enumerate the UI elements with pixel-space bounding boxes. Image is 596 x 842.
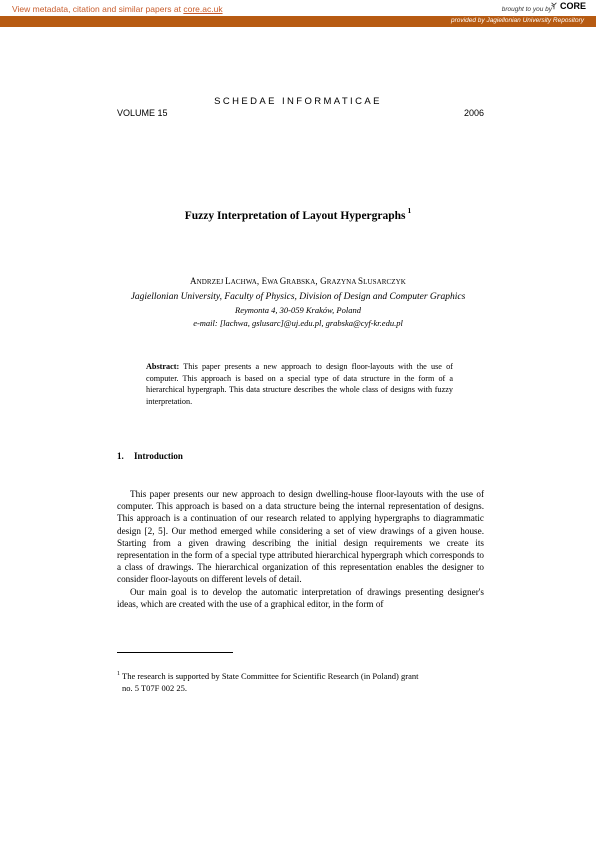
author-list [0, 276, 596, 286]
footnote-text-2: no. 5 T07F 002 25. [122, 683, 188, 693]
section-heading [117, 451, 183, 461]
author-1-initial: A [190, 276, 197, 286]
paper-title [0, 206, 596, 222]
journal-name: SCHEDAE INFORMATICAE [214, 96, 382, 107]
core-logo[interactable] [550, 1, 586, 11]
author-separator: , [256, 276, 262, 286]
title-footnote-marker: 1 [407, 206, 412, 215]
footnote-text-1: The research is supported by State Committee for Scientific Research (in Poland) grant [122, 671, 419, 681]
body-paragraph: This paper presents our new approach to design dwelling-house floor-layouts with the use of computer. This approach is based on a data structure being the internal representation of designs. This approach is a continuation of our research related to applying hypergraphs to diagrammatic design [2, 5]. Our method emerged while considering a set of view drawings of a given house. Starting from a given drawing describing the initial design requirements we create its representation in the form of a special type attributed hierarchical hypergraph which corresponds to a class of drawings. The hierarchical organization of this representation enables the designer to consider floor-layouts on different levels of detail. [117, 489, 484, 585]
core-logo-text: CORE [559, 1, 586, 11]
postal-address: Reymonta 4, 30-059 Kraków, Poland [235, 305, 361, 315]
author-2-last-rest: RABSKA [286, 278, 316, 286]
author-1-first-rest: NDRZEJ [196, 278, 226, 286]
core-logo-icon [550, 2, 558, 10]
footnote-line-1 [117, 668, 484, 682]
author-3-last-initial: S [357, 276, 364, 286]
brought-by-text: brought to you by [501, 6, 552, 13]
volume-year: 2006 [463, 108, 484, 118]
author-2-first-rest: WA [267, 278, 280, 286]
footnote [117, 668, 484, 694]
core-metadata-link[interactable] [12, 4, 223, 14]
abstract [146, 361, 453, 407]
footnote-divider [117, 652, 233, 653]
body-text [117, 488, 484, 610]
section-title: Introduction [134, 451, 183, 461]
author-2-initial: E [261, 276, 268, 286]
author-3-first-rest: RAZYNA [326, 278, 358, 286]
author-separator: , [315, 276, 321, 286]
footnote-marker: 1 [117, 671, 120, 677]
author-emails: e-mail: [lachwa, gslusarc]@uj.edu.pl, grabska@cyf-kr.edu.pl [193, 318, 403, 328]
core-ac-uk-link[interactable]: core.ac.uk [183, 4, 223, 14]
core-banner [0, 0, 596, 16]
author-1-last-rest: ACHWA [230, 278, 257, 286]
body-paragraph: Our main goal is to develop the automatic interpretation of drawings presenting designer's ideas, which are created with the use of a graphical editor, in the form of [117, 586, 484, 609]
author-1-last-initial: L [225, 276, 231, 286]
volume-number: VOLUME 15 [117, 108, 168, 118]
section-number: 1. [117, 451, 124, 461]
author-3-last-rest: LUSARCZYK [363, 278, 406, 286]
core-link-prefix: View metadata, citation and similar papers at [12, 4, 184, 14]
provided-by-text[interactable]: provided by Jagiellonian University Repository [451, 17, 584, 24]
author-3-initial: G [320, 276, 327, 286]
affiliation: Jagiellonian University, Faculty of Physics, Division of Design and Computer Graphics [130, 292, 466, 302]
abstract-text: This paper presents a new approach to design floor-layouts with the use of computer. This approach is based on a special type of data structure in the form of a hierarchical hypergraph. This data structure describes the whole class of designs with fuzzy interpretation. [146, 362, 453, 406]
paper-title-text: Fuzzy Interpretation of Layout Hypergraphs [184, 210, 406, 222]
author-2-last-initial: G [279, 276, 287, 286]
abstract-label: Abstract: [146, 362, 180, 371]
